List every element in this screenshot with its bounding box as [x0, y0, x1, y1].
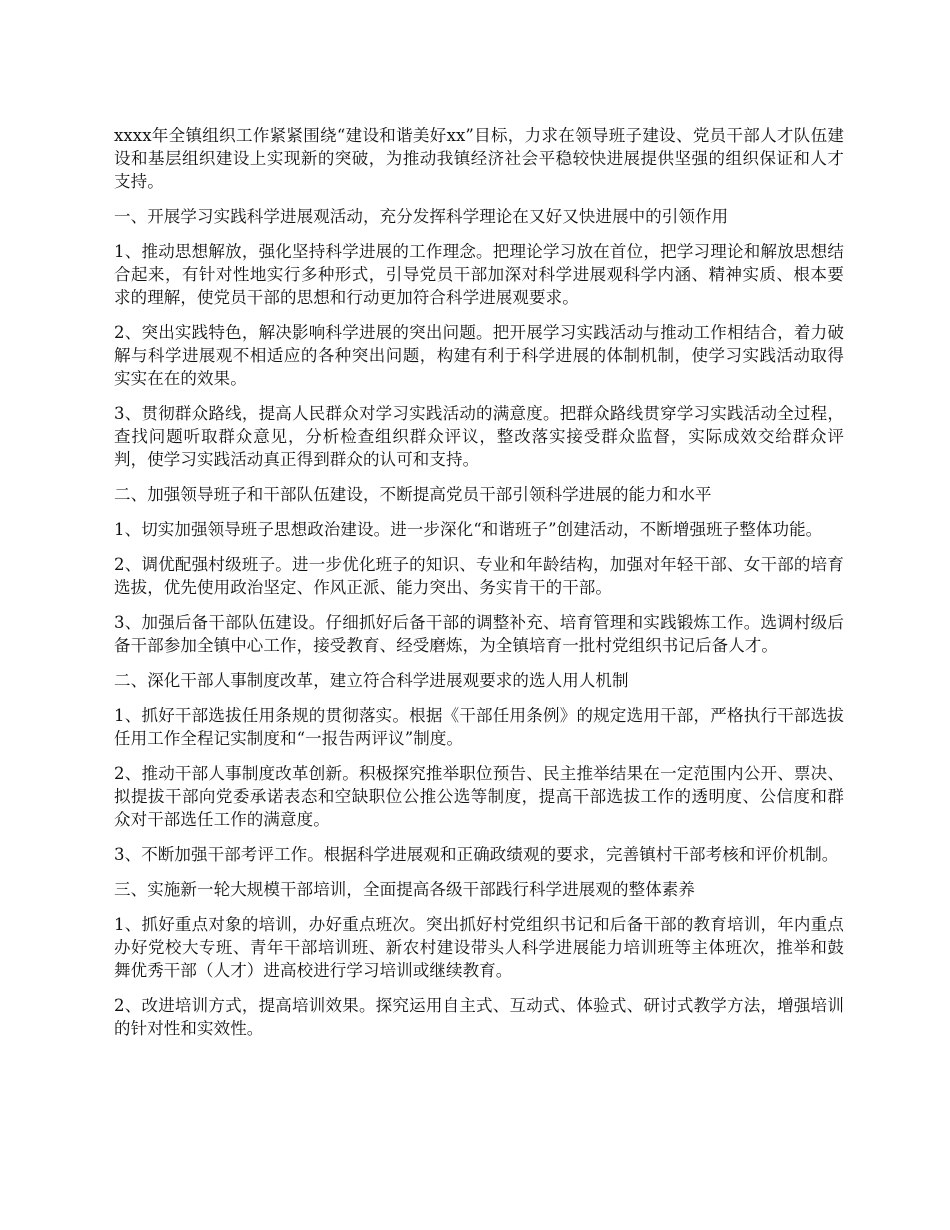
intro-paragraph: xxxx年全镇组织工作紧紧围绕“建设和谐美好xx”目标，力求在领导班子建设、党员干部人才队伍建设和基层组织建设上实现新的突破，为推动我镇经济社会平稳较快进展提供坚强的组织保证和人才支持。 — [114, 126, 844, 191]
paragraph: 1、抓好干部选拔任用条规的贯彻落实。根据《干部任用条例》的规定选用干部，严格执行干部选拔任用工作全程记实制度和“一报告两评议”制度。 — [114, 706, 844, 748]
paragraph: 3、不断加强干部考评工作。根据科学进展观和正确政绩观的要求，完善镇村干部考核和评价机制。 — [114, 845, 839, 864]
paragraph: 3、贯彻群众路线，提高人民群众对学习实践活动的满意度。把群众路线贯穿学习实践活动全过程，查找问题听取群众意见，分析检查组织群众评议，整改落实接受群众监督，实际成效交给群众评判，使学习实践活动真正得到群众的认可和支持。 — [114, 404, 844, 469]
paragraph: 1、切实加强领导班子思想政治建设。进一步深化“和谐班子”创建活动，不断增强班子整体功能。 — [114, 520, 823, 539]
paragraph: 3、加强后备干部队伍建设。仔细抓好后备干部的调整补充、培育管理和实践锻炼工作。选调村级后备干部参加全镇中心工作，接受教育、经受磨炼，为全镇培育一批村党组织书记后备人才。 — [114, 613, 844, 655]
paragraph: 1、抓好重点对象的培训，办好重点班次。突出抓好村党组织书记和后备干部的教育培训，年内重点办好党校大专班、青年干部培训班、新农村建设带头人科学进展能力培训班等主体班次，推举和鼓舞优秀干部（人才）进高校进行学习培训或继续教育。 — [114, 915, 844, 980]
paragraph: 1、推动思想解放，强化坚持科学进展的工作理念。把理论学习放在首位，把学习理论和解放思想结合起来，有针对性地实行多种形式，引导党员干部加深对科学进展观科学内涵、精神实质、根本要求的理解，使党员干部的思想和行动更加符合科学进展观要求。 — [114, 242, 844, 307]
document-body — [114, 124, 844, 1052]
section-heading-1: 一、开展学习实践科学进展观活动，充分发挥科学理论在又好又快进展中的引领作用 — [114, 207, 729, 226]
section-heading-3: 二、深化干部人事制度改革，建立符合科学进展观要求的选人用人机制 — [114, 671, 629, 690]
paragraph: 2、推动干部人事制度改革创新。积极探究推举职位预告、民主推举结果在一定范围内公开、票决、拟提拔干部向党委承诺表态和空缺职位公推公选等制度，提高干部选拔工作的透明度、公信度和群众对干部选任工作的满意度。 — [114, 764, 844, 829]
paragraph: 2、改进培训方式，提高培训效果。探究运用自主式、互动式、体验式、研讨式教学方法，增强培训的针对性和实效性。 — [114, 996, 844, 1038]
section-heading-2: 二、加强领导班子和干部队伍建设，不断提高党员干部引领科学进展的能力和水平 — [114, 485, 712, 504]
paragraph: 2、调优配强村级班子。进一步优化班子的知识、专业和年龄结构，加强对年轻干部、女干部的培育选拔，优先使用政治坚定、作风正派、能力突出、务实肯干的干部。 — [114, 555, 844, 597]
paragraph: 2、突出实践特色，解决影响科学进展的突出问题。把开展学习实践活动与推动工作相结合，着力破解与科学进展观不相适应的各种突出问题，构建有利于科学进展的体制机制，使学习实践活动取得实实在在的效果。 — [114, 323, 844, 388]
section-heading-4: 三、实施新一轮大规模干部培训，全面提高各级干部践行科学进展观的整体素养 — [114, 880, 695, 899]
